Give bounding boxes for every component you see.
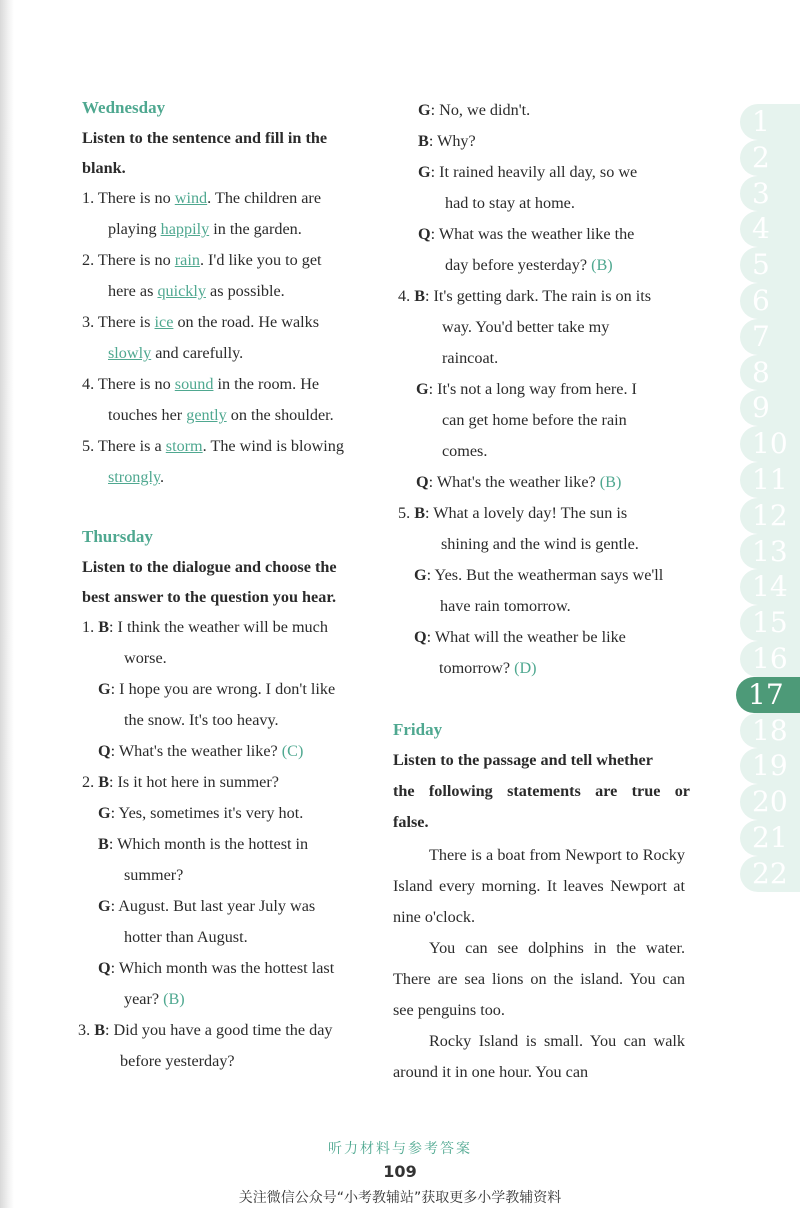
speaker: B (94, 1021, 105, 1039)
text: : What will the weather be like (426, 628, 626, 646)
text: here as (108, 282, 158, 300)
watermark-text: 关注微信公众号“小考教辅站”获取更多小学教辅资料 (238, 1190, 562, 1206)
text: in the room. He (213, 375, 320, 393)
instruction-line: the following statements are true or (393, 782, 690, 800)
unit-tab[interactable]: 6 (740, 283, 800, 319)
text: on the road. He walks (173, 313, 320, 331)
unit-tab[interactable]: 4 (740, 211, 800, 247)
text: year? (124, 990, 164, 1008)
unit-tab[interactable]: 21 (740, 820, 800, 856)
unit-tab[interactable]: 5 (740, 247, 800, 283)
list-item (82, 307, 386, 369)
text: as possible. (206, 282, 285, 300)
unit-tab[interactable]: 18 (740, 713, 800, 749)
list-item (82, 183, 386, 245)
text: . The wind is blowing (202, 437, 344, 455)
speaker: Q (418, 225, 431, 243)
item-number: 3. (78, 1021, 95, 1039)
text: : Which month was the hottest last (110, 959, 335, 977)
dialogue-4 (390, 281, 690, 498)
text: have rain tomorrow. (440, 597, 571, 615)
text: comes. (442, 442, 488, 460)
passage-paragraph: Rocky Island is small. You can walk around it in one hour. You can (393, 1032, 685, 1081)
text: : August. But last year July was (110, 897, 316, 915)
speaker: G (418, 163, 431, 181)
page-binding-edge (0, 0, 14, 1208)
friday-section (390, 714, 690, 1088)
unit-tab[interactable]: 19 (740, 748, 800, 784)
text: : Yes. But the weatherman says we'll (426, 566, 664, 584)
unit-tab[interactable]: 3 (740, 176, 800, 212)
list-item (82, 431, 386, 493)
dialogue-3 (78, 1015, 386, 1077)
speaker: G (98, 680, 111, 698)
text: . (160, 468, 165, 486)
text: : Is it hot here in summer? (109, 773, 279, 791)
unit-tab[interactable]: 14 (740, 569, 800, 605)
text: can get home before the rain (442, 411, 627, 429)
answer: gently (186, 406, 227, 424)
speaker: Q (414, 628, 427, 646)
text: worse. (124, 649, 167, 667)
text: had to stay at home. (445, 194, 575, 212)
answer: slowly (108, 344, 152, 362)
text: : I think the weather will be much (109, 618, 328, 636)
answer-choice: (B) (163, 990, 185, 1008)
unit-tab[interactable]: 1 (740, 104, 800, 140)
answer: strongly (108, 468, 161, 486)
page-number: 109 (383, 1162, 417, 1181)
answer-choice: (B) (599, 473, 622, 491)
answer: happily (160, 220, 210, 238)
text: playing (108, 220, 161, 238)
text: : Did you have a good time the day (105, 1021, 333, 1039)
unit-tab[interactable]: 12 (740, 498, 800, 534)
text: : Why? (428, 132, 476, 150)
text: touches her (108, 406, 187, 424)
item-number: 2. (82, 773, 99, 791)
instruction (82, 552, 386, 612)
text: : What a lovely day! The sun is (425, 504, 628, 522)
speaker: B (98, 835, 109, 853)
dialogue-3-continued (390, 95, 690, 281)
text: and carefully. (151, 344, 244, 362)
text: : It's getting dark. The rain is on its (425, 287, 652, 305)
speaker: G (416, 380, 429, 398)
speaker: B (98, 618, 109, 636)
text: before yesterday? (120, 1052, 235, 1070)
item-number: 4. (398, 287, 415, 305)
text: . The children are (207, 189, 321, 207)
speaker: G (98, 897, 111, 915)
unit-tab[interactable]: 22 (740, 856, 800, 892)
text: 4. There is no (82, 375, 175, 393)
unit-tab[interactable]: 8 (740, 355, 800, 391)
right-column (390, 95, 690, 1088)
answer: ice (154, 313, 174, 331)
passage-paragraph: There is a boat from Newport to Rocky Island every morning. It leaves Newport at nine o'clock. (393, 846, 685, 926)
instruction-line: Listen to the dialogue and choose the (82, 558, 337, 576)
speaker: B (414, 504, 425, 522)
text: : What's the weather like? (110, 742, 282, 760)
speaker: B (414, 287, 425, 305)
speaker: B (98, 773, 109, 791)
text: in the garden. (209, 220, 302, 238)
text: : It's not a long way from here. I (428, 380, 637, 398)
text: way. You'd better take my (442, 318, 610, 336)
text: : What's the weather like? (428, 473, 600, 491)
instruction-line: best answer to the question you hear. (82, 588, 337, 606)
section-title-friday: Friday (393, 720, 443, 739)
speaker: G (98, 804, 111, 822)
answer: storm (165, 437, 203, 455)
speaker: G (414, 566, 427, 584)
unit-tab[interactable]: 9 (740, 390, 800, 426)
text: 3. There is (82, 313, 155, 331)
text: 1. There is no (82, 189, 175, 207)
text: : It rained heavily all day, so we (430, 163, 638, 181)
item-number: 5. (398, 504, 415, 522)
text: hotter than August. (124, 928, 248, 946)
text: summer? (124, 866, 184, 884)
text: shining and the wind is gentle. (441, 535, 639, 553)
unit-tab[interactable]: 16 (740, 641, 800, 677)
text: 2. There is no (82, 251, 175, 269)
answer: sound (174, 375, 214, 393)
section-title-thursday: Thursday (82, 527, 153, 546)
instruction (393, 745, 690, 838)
text: : Which month is the hottest in (108, 835, 309, 853)
answer: rain (174, 251, 200, 269)
passage-paragraph: You can see dolphins in the water. There are sea lions on the island. You can see penguins too. (393, 939, 685, 1019)
unit-tab[interactable]: 2 (740, 140, 800, 176)
instruction-line: Listen to the passage and tell whether (393, 751, 653, 769)
instruction-line: false. (393, 813, 429, 831)
list-item (82, 369, 386, 431)
text: on the shoulder. (226, 406, 334, 424)
text: raincoat. (442, 349, 499, 367)
answer-choice: (B) (591, 256, 613, 274)
speaker: Q (416, 473, 429, 491)
text: 5. There is a (82, 437, 166, 455)
text: : I hope you are wrong. I don't like (110, 680, 336, 698)
answer-choice: (D) (514, 659, 537, 677)
dialogue-5 (390, 498, 690, 684)
unit-tab[interactable]: 13 (740, 534, 800, 570)
answer-choice: (C) (281, 742, 304, 760)
instruction-line: Listen to the sentence and fill in the (82, 129, 328, 147)
unit-tab[interactable]: 15 (740, 605, 800, 641)
fill-blank-list (82, 183, 386, 493)
speaker: G (418, 101, 431, 119)
item-number: 1. (82, 618, 99, 636)
text: : Yes, sometimes it's very hot. (110, 804, 304, 822)
speaker: B (418, 132, 429, 150)
text: the snow. It's too heavy. (124, 711, 279, 729)
unit-tab[interactable]: 10 (740, 426, 800, 462)
left-column (78, 92, 386, 1077)
dialogue-2 (82, 767, 386, 1015)
answer: quickly (157, 282, 206, 300)
footer-section-title: 听力材料与参考答案 (328, 1141, 472, 1157)
section-title-wednesday: Wednesday (82, 98, 166, 117)
unit-tab[interactable]: 11 (740, 462, 800, 498)
speaker: Q (98, 742, 111, 760)
dialogue-1 (82, 612, 386, 767)
text: day before yesterday? (445, 256, 592, 274)
answer: wind (174, 189, 208, 207)
unit-tab[interactable]: 7 (740, 319, 800, 355)
text: : What was the weather like the (430, 225, 635, 243)
speaker: Q (98, 959, 111, 977)
instruction-line: blank. (82, 159, 126, 177)
unit-tab[interactable]: 20 (740, 784, 800, 820)
text: . I'd like you to get (199, 251, 322, 269)
text: tomorrow? (439, 659, 515, 677)
instruction (82, 123, 386, 183)
unit-tab-strip (740, 104, 800, 892)
list-item (82, 245, 386, 307)
text: : No, we didn't. (430, 101, 531, 119)
unit-tab-active[interactable]: 17 (736, 677, 800, 713)
